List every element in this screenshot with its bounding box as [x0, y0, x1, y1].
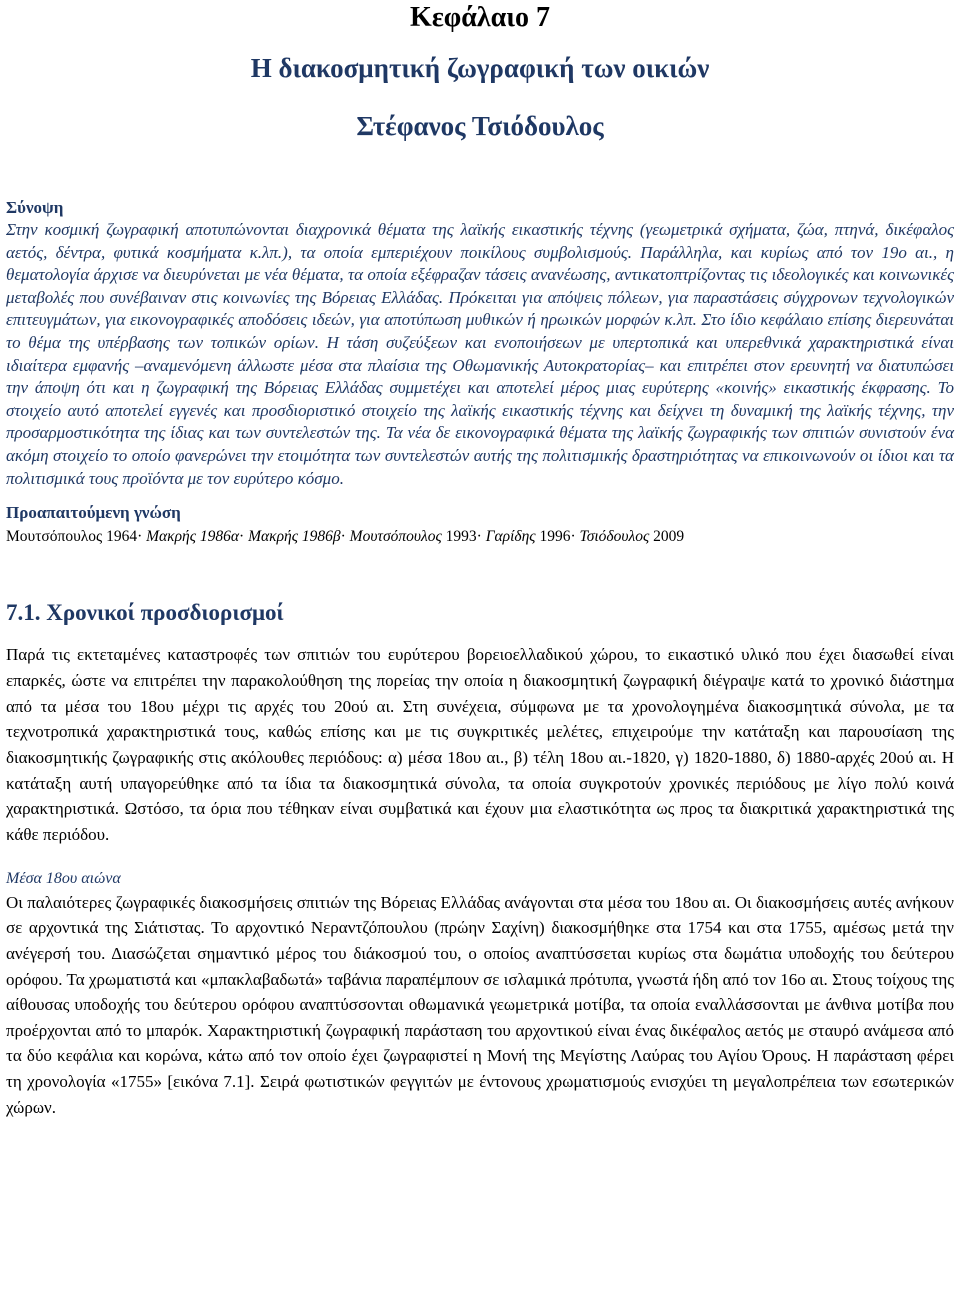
- chapter-title: Η διακοσμητική ζωγραφική των οικιών: [250, 53, 710, 83]
- prerequisites-heading: Προαπαιτούμενη γνώση: [6, 503, 181, 523]
- references-list: [6, 526, 954, 548]
- abstract-heading: Σύνοψη: [6, 198, 64, 217]
- reference-item: Μουτσόπουλος 1964·: [6, 528, 143, 546]
- reference-item: Μακρής 1986β·: [248, 528, 346, 546]
- author-name: Στέφανος Τσιόδουλος: [356, 111, 604, 141]
- section-heading: 7.1. Χρονικοί προσδιορισμοί: [6, 600, 284, 626]
- body-paragraph: Παρά τις εκτεταμένες καταστροφές των σπιτιών του ευρύτερου βορειοελλαδικού χώρου, το εικαστικό υλικό που έχει διασωθεί είναι επαρκές, ώστε να επιτρέπει την παρακολούθηση της πορείας την οποία η διακοσμητική ζωγραφική διέγραψε κατά το χρονικό διάστημα από τα μέσα του 18ου μέχρι τις αρχές του 20ού αι. Στη συνέχεια, σύμφωνα με τα χρονολογημένα διακοσμητικά σύνολα, με τα τεχνοτροπικά χαρακτηριστικά τους, καθώς επίσης και με τις συγκριτικές μελέτες, επιχειρούμε την κατάταξη και παρουσίαση της διακοσμητικής ζωγραφικής στις ακόλουθες περιόδους: α) μέσα 18ου αι., β) τέλη 18ου αι.-1820, γ) 1820-1880, δ) 1880-αρχές 20ού αι. Η κατάταξη αυτή υπαγορεύθηκε από τα ίδια τα διακοσμητικά σύνολα, τα οποία συγκροτούν χρονικές περιόδους με λίγο πολύ κοινά χαρακτηριστικά. Ωστόσο, τα όρια που τέθηκαν είναι συμβατικά και έχουν μια ελαστικότητα ως προς τα διακριτικά χαρακτηριστικά της κάθε περιόδου.: [6, 645, 954, 845]
- reference-item: Μουτσόπουλος 1993·: [349, 528, 482, 546]
- reference-item: Μακρής 1986α·: [146, 528, 245, 546]
- abstract-block: [6, 197, 954, 490]
- subsection-heading: Μέσα 18ου αιώνα: [6, 869, 121, 887]
- reference-item: Τσιόδουλος 2009: [579, 528, 685, 546]
- reference-item: Γαρίδης 1996·: [485, 528, 576, 546]
- chapter-number: Κεφάλαιο 7: [410, 2, 550, 33]
- title-block: [6, 0, 954, 144]
- prerequisites-block: [6, 502, 954, 548]
- body-paragraph: Οι παλαιότερες ζωγραφικές διακοσμήσεις σπιτιών της Βόρειας Ελλάδας ανάγονται στα μέσα του 18ου αι. Οι διακοσμήσεις αυτές ανήκουν σε αρχοντικά της Σιάτιστας. Το αρχοντικό Νεραντζόπουλου (πρώην Σαχίνη) διακοσμήθηκε στα 1754 και στα 1755, αμέσως μετά την ανέγερσή του. Διασώζεται σημαντικό μέρος του διάκοσμού του, ο οποίος αναπτύσσεται κυρίως στα δωμάτια υποδοχής του δεύτερου ορόφου. Τα χρωματιστά και «μπακλαβαδωτά» ταβάνια παραπέμπουν σε ισλαμικά πρότυπα, γνωστά ήδη από τον 16ο αι. Στους τοίχους της αίθουσας υποδοχής του δεύτερου ορόφου αναπτύσσονται οθωμανικά γεωμετρικά μοτίβα, τα οποία εναλλάσσονται με άνθινα μοτίβα που προέρχονται από το μπαρόκ. Χαρακτηριστική ζωγραφική παράσταση του αρχοντικού είναι ένας δικέφαλος αετός με σταυρό ανάμεσα από τα δύο κεφάλια και κορώνα, κάτω από τον οποίο έχει ζωγραφιστεί η Μονή της Μεγίστης Λαύρας του Αγίου Όρους. Η παράσταση φέρει τη χρονολογία «1755» [εικόνα 7.1]. Σειρά φωτιστικών φεγγιτών με έντονους χρωματισμούς ενισχύει τη μεγαλοπρέπεια των εσωτερικών χώρων.: [6, 892, 954, 1117]
- abstract-text: Στην κοσμική ζωγραφική αποτυπώνονται διαχρονικά θέματα της λαϊκής εικαστικής τέχνης (γεωμετρικά σχήματα, ζώα, πτηνά, δικέφαλος αετός, δέντρα, φυτικά κοσμήματα κ.λπ.), τα οποία εμπεριέχουν ποικίλους συμβολισμούς. Παράλληλα, και κυρίως από τον 19ο αι., η θεματολογία άρχισε να διευρύνεται με νέα θέματα, τα οποία εξέφραζαν τάσεις ανανέωσης, αντικατοπτρίζοντας τις ιδεολογικές και κοινωνικές μεταβολές που συνέβαιναν στις κοινωνίες της Βόρειας Ελλάδας. Πρόκειται για απόψεις πόλεων, για παραστάσεις σύγχρονων τεχνολογικών επιτευγμάτων, για εικονογραφικές αποδόσεις ιδεών, για αποτύπωση μυθικών ή ηρωικών μορφών κ.λπ. Στο ίδιο κεφάλαιο επίσης διερευνάται το θέμα της υπέρβασης των τοπικών ορίων. Η τάση συζεύξεων και ενοποιήσεων με υπερτοπικά και υπερεθνικά χαρακτηριστικά είναι ιδιαίτερα εμφανής –αναμενόμενη άλλωστε μέσα στα πλαίσια της Οθωμανικής Αυτοκρατορίας– και επιτρέπει στον ερευνητή να διατυπώσει την άποψη ότι και η ζωγραφική της Βόρειας Ελλάδας συμμετέχει και αποτελεί μέρος μιας ευρύτερης «κοινής» εικαστικής έκφρασης. Το στοιχείο αυτό αποτελεί εγγενές και προσδιοριστικό στοιχείο της λαϊκής εικαστικής τέχνης και δείχνει τη δυναμική της λαϊκής τέχνης, την προσαρμοστικότητα της ίδιας και των συντελεστών της. Τα νέα δε εικονογραφικά θέματα της λαϊκής ζωγραφικής των σπιτιών συνιστούν ένα ακόμη στοιχείο το οποίο φανερώνει την ετοιμότητα των συντελεστών αυτής της πολιτισμικής δραστηριότητας να επικοινωνούν οι ίδιοι και τα πολιτισμικά τους προϊόντα με τον ευρύτερο κόσμο.: [6, 220, 954, 488]
